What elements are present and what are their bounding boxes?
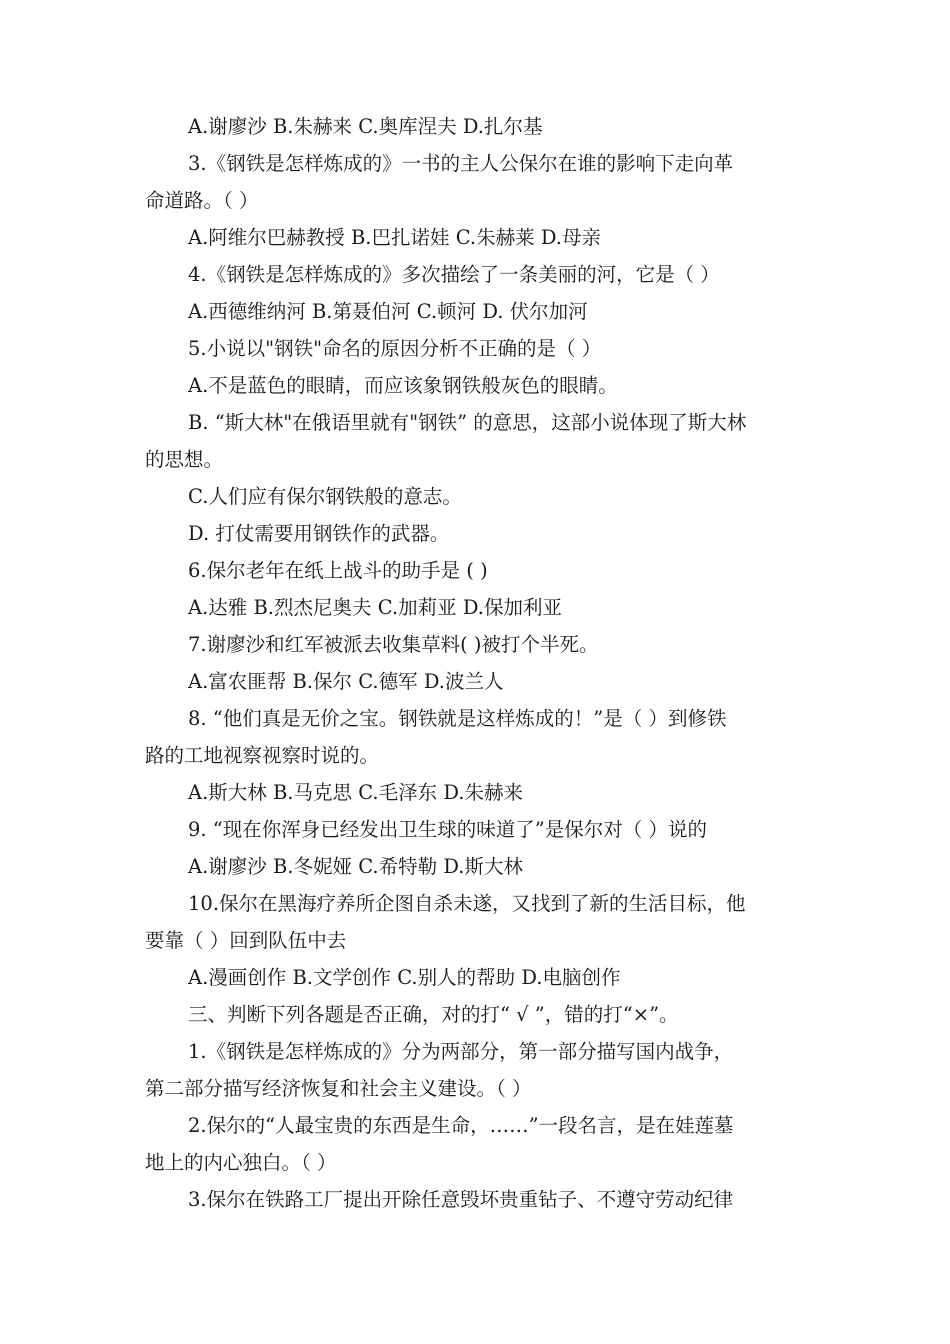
text-line: 5.小说以"钢铁"命名的原因分析不正确的是（ ） [188,337,602,360]
text-line: 3.《钢铁是怎样炼成的》一书的主人公保尔在谁的影响下走向革 [188,152,734,175]
text-line: 的思想。 [145,448,224,471]
text-line: 三、判断下列各题是否正确，对的打“ √ ”，错的打“×”。 [188,1003,679,1026]
text-line: A.谢廖沙 B.朱赫来 C.奥库涅夫 D.扎尔基 [188,115,543,138]
text-line: A.不是蓝色的眼睛，而应该象钢铁般灰色的眼睛。 [188,374,618,397]
text-line: 6.保尔老年在纸上战斗的助手是 ( ) [188,559,488,582]
text-line: 7.谢廖沙和红军被派去收集草料( )被打个半死。 [188,633,599,656]
text-line: 路的工地视察视察时说的。 [145,744,380,767]
text-line: 命道路。（ ） [145,189,259,212]
text-line: A.漫画创作 B.文学创作 C.别人的帮助 D.电脑创作 [188,966,621,989]
text-line: A.西德维纳河 B.第聂伯河 C.顿河 D. 伏尔加河 [188,300,588,323]
text-line: 8. “他们真是无价之宝。钢铁就是这样炼成的！”是（ ）到修铁 [188,707,727,730]
text-line: C.人们应有保尔钢铁般的意志。 [188,485,462,508]
text-line: 4.《钢铁是怎样炼成的》多次描绘了一条美丽的河，它是（ ） [188,263,720,286]
text-line: 1.《钢铁是怎样炼成的》分为两部分，第一部分描写国内战争， [188,1040,734,1063]
text-line: 地上的内心独白。（ ） [145,1151,337,1174]
text-line: B. “斯大林"在俄语里就有"钢铁” 的意思，这部小说体现了斯大林 [188,411,747,434]
text-line: A.达雅 B.烈杰尼奥夫 C.加莉亚 D.保加利亚 [188,596,562,619]
text-line: 要靠（ ）回到队伍中去 [145,929,347,952]
text-line: A.阿维尔巴赫教授 B.巴扎诺娃 C.朱赫莱 D.母亲 [188,226,601,249]
text-line: 10.保尔在黑海疗养所企图自杀未遂，又找到了新的生活目标，他 [188,892,746,915]
text-line: A.谢廖沙 B.冬妮娅 C.希特勒 D.斯大林 [188,855,523,878]
text-line: A.富农匪帮 B.保尔 C.德军 D.波兰人 [188,670,504,693]
text-line: 第二部分描写经济恢复和社会主义建设。（ ） [145,1077,532,1100]
text-line: D. 打仗需要用钢铁作的武器。 [188,522,450,545]
text-line: A.斯大林 B.马克思 C.毛泽东 D.朱赫来 [188,781,523,804]
text-line: 2.保尔的“人最宝贵的东西是生命，……”一段名言，是在娃莲墓 [188,1114,734,1137]
text-line: 9. “现在你浑身已经发出卫生球的味道了”是保尔对（ ）说的 [188,818,707,841]
text-line: 3.保尔在铁路工厂提出开除任意毁坏贵重钻子、不遵守劳动纪律 [188,1188,734,1211]
document-body [145,108,825,1218]
